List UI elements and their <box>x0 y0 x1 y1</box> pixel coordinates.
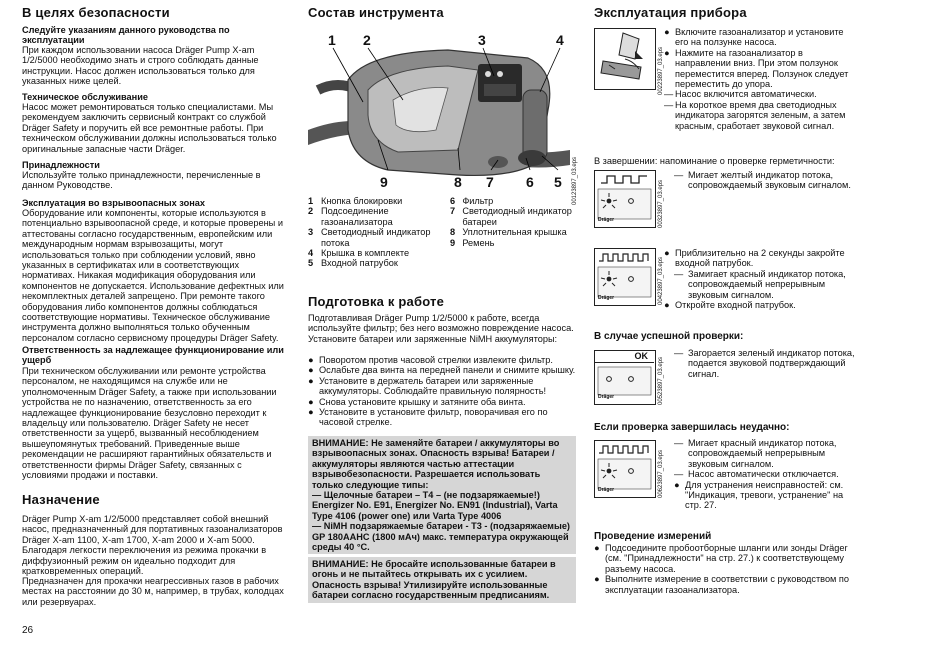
callout-3: 3 <box>478 32 486 48</box>
fig5-text <box>674 438 859 511</box>
list-item: — Мигает красный индикатор потока, сопровождаемый непрерывным звуковым сигналом. <box>674 438 837 469</box>
prep-steps <box>308 355 578 428</box>
s4-title: Эксплуатация во взрывоопасных зонах <box>22 198 205 208</box>
list-item: — Мигает желтый индикатор потока, сопровождаемый звуковым сигналом. <box>674 170 851 191</box>
list-item: — На короткое время два светодиодных индикатора загорятся зеленым, а затем красным, сработает звуковой сигнал. <box>664 99 846 131</box>
list-item: ● Установите в держатель батареи или заряженные аккумуляторы. Соблюдайте правильную полярность! <box>308 375 547 397</box>
fig2-text <box>674 170 859 191</box>
cover-end <box>523 90 547 160</box>
fig-insert-analyzer <box>594 28 656 90</box>
list-item: ● Поворотом против часовой стрелки извлеките фильтр. <box>308 355 553 365</box>
display-brand: Dräger <box>598 394 615 400</box>
fig1-eps-label: 00223897_03.eps <box>658 46 664 95</box>
callout-5: 5 <box>554 174 562 190</box>
callout-8: 8 <box>454 174 462 190</box>
pump-illustration <box>308 30 570 192</box>
fig5-eps-label: 00623897_03.eps <box>658 449 664 498</box>
fig4-eps-label: 00523897_03.eps <box>658 356 664 405</box>
purpose-text-1: Dräger Pump X-am 1/2/5000 представляет собой внешний насос, предназначенный для портативных газоанализаторов Dräger X-am 1100, X-am 1700, X-am 2000 и X-am 5000. Благодаря легкости переключения из режима прокачки в диффузионный режим он идеально подходит для кратковременных операций. <box>22 514 283 577</box>
composition-eps-label: 00123897_03.eps <box>572 156 578 205</box>
fig-red-led-fail <box>594 440 656 498</box>
warning-batteries: ВНИМАНИЕ: Не заменяйте батареи / аккумуляторы во взрывоопасных зонах. Опасность взрыва! Батареи / аккумуляторы являются частью аттестации взрывобезопасности. Разрешается использовать только следующие типы: — Щелочные батареи – T4 – (не подзаряжаемые!) Energizer No. E91, Energizer No. EN91 (Industrial), Varta Type 4106 (power one) или Varta Type 4006 — NiMH подзаряжаемые батареи - T3 - (подзаряжаемые) GP 180AAHC (1800 мАч) макс. температура окружающей среды 40 °C. <box>308 436 576 554</box>
ok-label: OK <box>595 351 654 363</box>
measure-title: Проведение измерений <box>594 531 712 542</box>
list-item: — Насос включится автоматически. <box>664 89 817 100</box>
display-brand: Dräger <box>598 487 615 493</box>
list-item: ● Ослабьте два винта на передней панели и снимите крышку. <box>308 365 576 376</box>
part-row: 8 Уплотнительная крышка <box>450 227 567 238</box>
fail-title: Если проверка завершилась неудачно: <box>594 422 790 433</box>
s2-title: Техническое обслуживание <box>22 92 148 102</box>
pump-drawing <box>308 30 570 192</box>
fig3-text <box>664 248 859 310</box>
purpose-text-2: Предназначен для прокачки неагрессивных газов в рабочих местах на расстоянии до 30 м, например, в трубах, колодцах или резервуарах. <box>22 576 284 607</box>
list-item: ● Приблизительно на 2 секунды закройте входной патрубок. <box>664 248 845 269</box>
prep-intro: Подготавливая Dräger Pump 1/2/5000 к работе, всегда используйте фильтр; без него возможно повреждение насоса. Установите батареи или заряженные NiMH аккумуляторы: <box>308 313 574 344</box>
list-item: ● Для устранения неисправностей: см. "Индикация, тревоги, устранение" на стр. 27. <box>674 479 844 511</box>
list-item: — Замигает красный индикатор потока, сопровождаемый непрерывным звуковым сигналом. <box>674 268 846 300</box>
composition-title: Состав инструмента <box>308 5 444 20</box>
led-panel <box>478 64 522 102</box>
list-item: — Загорается зеленый индикатор потока, подается звуковой подтверждающий сигнал. <box>674 348 855 379</box>
part-row: 2 Подсоединение газоанализатора <box>308 206 393 227</box>
s5-title: Ответственность за надлежащее функционирование или ущерб <box>22 345 284 366</box>
fig2-eps-label: 00323897_03.eps <box>658 179 664 228</box>
list-item: ● Нажмите на газоанализатор в направлении вниз. При этом ползунок переместится вперед. Ползунок следует переместить до упора. <box>664 47 849 90</box>
operation-title: Эксплуатация прибора <box>594 5 747 20</box>
measure-steps <box>594 543 859 595</box>
list-item: ● Снова установите крышку и затяните оба винта. <box>308 396 526 407</box>
part-row: 7 Светодиодный индикатор батареи <box>450 206 572 227</box>
part-row: 5 Входной патрубок <box>308 258 398 269</box>
s5-text: При техническом обслуживании или ремонте устройства персоналом, не находящимся на службе или не уполномоченным Dräger Safety, а также при использовании устройства не по назначению, ответственность за его надлежащее функционирование безусловно переходит к владельцу или пользователю. Dräger Safety не несет ответственности за ущерб, вызванный несоблюдением вышеупомянутых требований. Приведенные выше рекомендации не расширяют гарантийных обязательств и ответственности фирмы Dräger Safety, связанных с условиями продажи и поставки. <box>22 366 277 481</box>
filter <box>488 156 508 168</box>
fig4-text <box>674 348 859 379</box>
list-item: ● Откройте входной патрубок. <box>664 300 796 311</box>
s1-title: Следуйте указаниям данного руководства по эксплуатации <box>22 25 230 46</box>
parts-list-right <box>450 196 578 248</box>
display-brand: Dräger <box>598 295 615 301</box>
part-row: 6 Фильтр <box>450 196 494 206</box>
display-brand: Dräger <box>598 217 615 223</box>
page-number: 26 <box>22 625 34 636</box>
part-row: 3 Светодиодный индикатор потока <box>308 227 431 248</box>
list-item: ● Выполните измерение в соответствии с руководством по эксплуатации газоанализатора. <box>594 574 850 595</box>
fig-green-led <box>594 350 656 405</box>
callout-4: 4 <box>556 32 564 48</box>
s3-title: Принадлежности <box>22 160 100 170</box>
fig-yellow-led <box>594 170 656 228</box>
s1-text: При каждом использовании насоса Dräger Pump X-am 1/2/5000 необходимо знать и строго соблюдать данные инструкции. Насос должен использоваться только для указанных ниже целей. <box>22 45 259 87</box>
warning-disposal: ВНИМАНИЕ: Не бросайте использованные батареи в огонь и не пытайтесь открывать их с усилием. Опасность взрыва! Утилизируйте использованные батареи согласно государственным предписаниям. <box>308 557 576 603</box>
list-item: — Насос автоматически отключается. <box>674 469 839 480</box>
list-item: ● Включите газоанализатор и установите его на ползунке насоса. <box>664 27 844 48</box>
fig3-eps-label: 00423897_03.eps <box>658 256 664 305</box>
safety-title: В целях безопасности <box>22 5 170 20</box>
callout-6: 6 <box>526 174 534 190</box>
s3-text: Используйте только принадлежности, перечисленные в данном Руководстве. <box>22 170 261 191</box>
complete-reminder: В завершении: напоминание о проверке герметичности: <box>594 156 835 166</box>
success-title: В случае успешной проверки: <box>594 331 744 342</box>
fig-red-led-test <box>594 248 656 306</box>
s2-text: Насос может ремонтироваться только специалистами. Мы рекомендуем заключить сервисный контракт со службой Dräger Safety и поручить ей все ремонтные работы. При техническом обслуживании должны использоваться только оригинальные запасные части Dräger. <box>22 102 277 154</box>
inlet <box>518 150 546 166</box>
callout-9: 9 <box>380 174 388 190</box>
part-row: 9 Ремень <box>450 237 495 248</box>
s4-text: Оборудование или компоненты, которые используются в потенциально взрывоопасной среде, и которые проверены и аттестованы согласно государственным, европейским или международным нормам взрывозащиты, могут использоваться только при соблюдении условий, явно указанных в сертификатах или в соответствующих нормативах. Никакая модификация оборудования или компонентов не допускается. Использование дефектных или некомплектных деталей запрещено. При ремонте такого оборудования либо компонентов должны соблюдаться соответствующие нормативы. Техническое обслуживание инструмента должно выполняться только обученным персоналом согласно сервисному процедуры Dräger Safety. <box>22 208 284 343</box>
fig1-text <box>664 27 859 131</box>
callout-2: 2 <box>363 32 371 48</box>
prep-title: Подготовка к работе <box>308 294 445 309</box>
callout-7: 7 <box>486 174 494 190</box>
list-item: ● Установите в установите фильтр, поворачивая его по часовой стрелке. <box>308 407 548 428</box>
part-row: 1 Кнопка блокировки <box>308 196 403 206</box>
parts-list-left <box>308 196 441 269</box>
part-row: 4 Крышка в комплекте <box>308 248 410 259</box>
callout-1: 1 <box>328 32 336 48</box>
purpose-title: Назначение <box>22 492 100 507</box>
list-item: ● Подсоедините пробоотборные шланги или зонды Dräger (см. "Принадлежности" на стр. 27.) к соответствующему разъему насоса. <box>594 543 848 574</box>
